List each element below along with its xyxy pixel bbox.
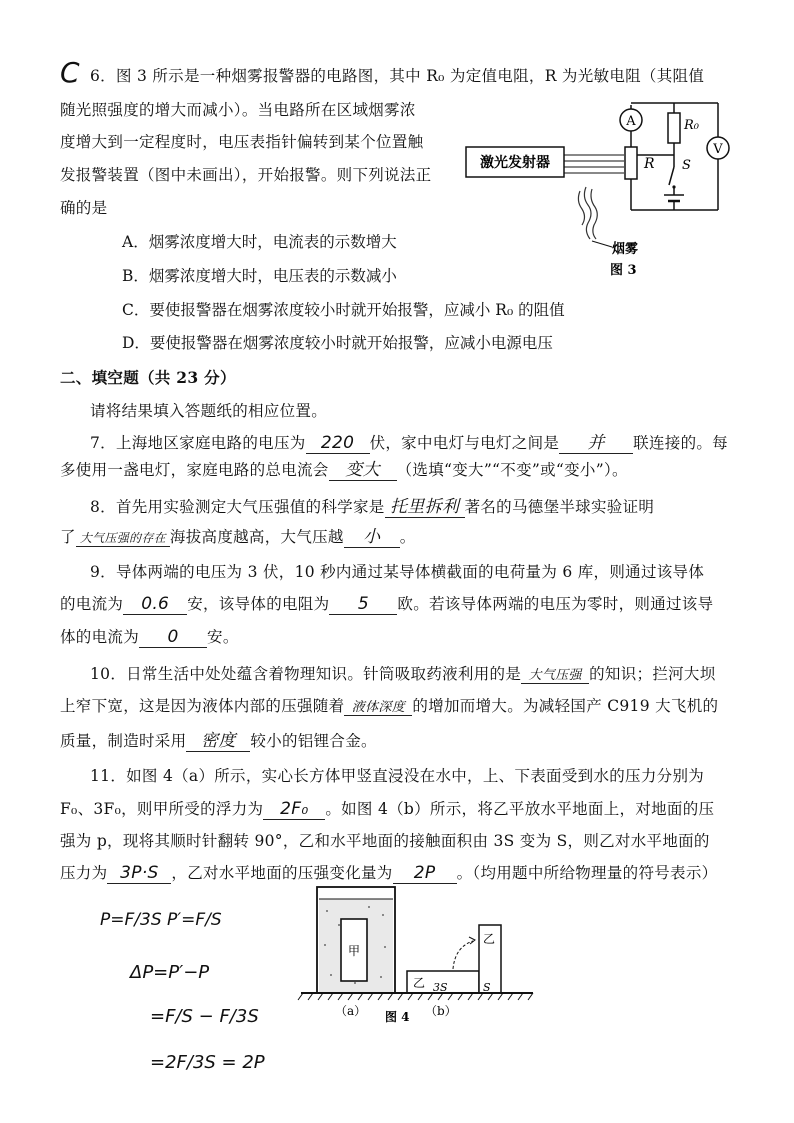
block-jia-label: 甲 — [347, 944, 361, 958]
q7-answer-current: 变大 — [345, 460, 380, 480]
q11-answer-pressure-change: 2P — [413, 863, 436, 883]
figure-4-label-b: （b） — [425, 1004, 457, 1018]
resistor-r — [625, 147, 637, 179]
switch-label: S — [682, 158, 691, 173]
rotation-arrow — [453, 941, 473, 969]
voltmeter-label: V — [713, 142, 723, 157]
work-line-1: P=F/3S P′=F/S — [100, 910, 222, 930]
block-yi-upright-label: 乙 — [483, 932, 496, 946]
q10-answer-depth: 液体深度 — [351, 700, 405, 715]
q9-answer-current: 0.6 — [141, 594, 170, 614]
work-line-4: =2F/3S = 2P — [150, 1052, 265, 1073]
q11-line-1: 11．如图 4（a）所示，实心长方体甲竖直浸没在水中，上、下表面受到水的压力分别为 — [90, 767, 705, 785]
q6-option-d: D．要使报警器在烟雾浓度较小时就开始报警，应减小电源电压 — [122, 334, 553, 352]
q6-option-c: C．要使报警器在烟雾浓度较小时就开始报警，应减小 R₀ 的阻值 — [122, 301, 565, 319]
q10-answer-syringe: 大气压强 — [528, 668, 582, 683]
q10-line-3: 质量，制造时采用 密度 较小的铝锂合金。 — [60, 726, 377, 752]
section-2-instruction: 请将结果填入答题纸的相应位置。 — [90, 402, 328, 420]
q7-answer-voltage: 220 — [320, 433, 355, 453]
q7-line-1: 7．上海地区家庭电路的电压为 220 伏，家中电灯与电灯之间是 并 联连接的。每 — [90, 428, 728, 454]
q6-line-2: 随光照强度的增大而减小）。当电路所在区域烟雾浓 — [60, 101, 416, 119]
resistor-r0 — [668, 113, 680, 143]
q11-line-3: 强为 p，现将其顺时针翻转 90°，乙和水平地面的接触面积由 3S 变为 S，则乙对水平地面的 — [60, 832, 710, 850]
handwritten-work — [100, 900, 300, 1100]
q6-option-b: B．烟雾浓度增大时，电压表的示数减小 — [122, 267, 397, 285]
laser-emitter-label: 激光发射器 — [480, 155, 550, 171]
q9-answer-resistance: 5 — [357, 594, 369, 614]
section-2-title: 二、填空题（共 23 分） — [60, 368, 236, 387]
q6-line-1: 6．图 3 所示是一种烟雾报警器的电路图，其中 R₀ 为定值电阻，R 为光敏电阻（其阻值 — [90, 67, 705, 85]
figure-4-label-a: （a） — [335, 1004, 367, 1018]
q11-answer-force: 3P·S — [120, 863, 159, 883]
q7-line-2: 多使用一盏电灯，家庭电路的总电流会 变大 （选填“变大”“不变”或“变小”）。 — [60, 455, 628, 481]
resistor-r0-label: R₀ — [684, 118, 699, 133]
q8-answer-proof: 大气压强的存在 — [79, 531, 166, 545]
figure-4 — [295, 885, 545, 1030]
q6-line-5: 确的是 — [60, 199, 108, 217]
work-line-3: =F/S − F/3S — [150, 1006, 259, 1027]
figure-3-caption: 图 3 — [610, 263, 637, 278]
area-s-label: S — [483, 981, 491, 994]
q11-answer-buoyancy: 2F₀ — [280, 799, 309, 819]
q11-line-2: F₀、3F₀，则甲所受的浮力为 2F₀ 。如图 4（b）所示，将乙平放水平地面上，对地面的压 — [60, 799, 715, 819]
figure-4-caption: 图 4 — [385, 1010, 410, 1024]
block-yi-flat-label: 乙 — [413, 976, 426, 990]
area-3s-label: 3S — [433, 981, 448, 994]
q9-line-2: 的电流为 0.6 安，该导体的电阻为 5 欧。若该导体两端的电压为零时，则通过该导 — [60, 594, 714, 614]
q9-line-3: 体的电流为 0 安。 — [60, 627, 239, 647]
smoke-label: 烟雾 — [612, 242, 639, 257]
q6-line-4: 发报警装置（图中未画出），开始报警。则下列说法正 — [60, 166, 432, 184]
q8-line-1: 8．首先用实验测定大气压强值的科学家是 托里拆利 著名的马德堡半球实验证明 — [90, 492, 654, 518]
q8-answer-scientist: 托里拆利 — [389, 497, 460, 517]
q10-answer-density: 密度 — [201, 731, 236, 751]
q10-line-2: 上窄下宽，这是因为液体内部的压强随着 液体深度 的增加而增大。为减轻国产 C919 大飞机的 — [60, 697, 719, 715]
work-line-2: ΔP=P′−P — [130, 962, 210, 983]
figure-3-circuit — [460, 95, 760, 280]
q11-line-4: 压力为 3P·S ，乙对水平地面的压强变化量为 2P 。（均用题中所给物理量的符号表示） — [60, 863, 718, 883]
resistor-r-label: R — [644, 156, 655, 172]
q6-option-a: A．烟雾浓度增大时，电流表的示数增大 — [122, 233, 397, 251]
q8-line-2: 了 大气压强的存在 海拔高度越高，大气压越 小 。 — [60, 522, 416, 548]
q9-answer-zero-current: 0 — [167, 627, 179, 647]
q7-answer-connection: 并 — [587, 433, 605, 453]
q8-answer-pressure: 小 — [363, 527, 381, 547]
q9-line-1: 9．导体两端的电压为 3 伏，10 秒内通过某导体横截面的电荷量为 6 库，则通过该导体 — [90, 563, 705, 581]
q10-line-1: 10．日常生活中处处蕴含着物理知识。针筒吸取药液利用的是 大气压强 的知识；拦河大坝 — [90, 665, 716, 683]
q6-line-3: 度增大到一定程度时，电压表指针偏转到某个位置触 — [60, 133, 424, 151]
ammeter-label: A — [626, 114, 636, 129]
smoke-icon — [578, 187, 597, 239]
answer-mark-q6: C — [60, 56, 80, 89]
